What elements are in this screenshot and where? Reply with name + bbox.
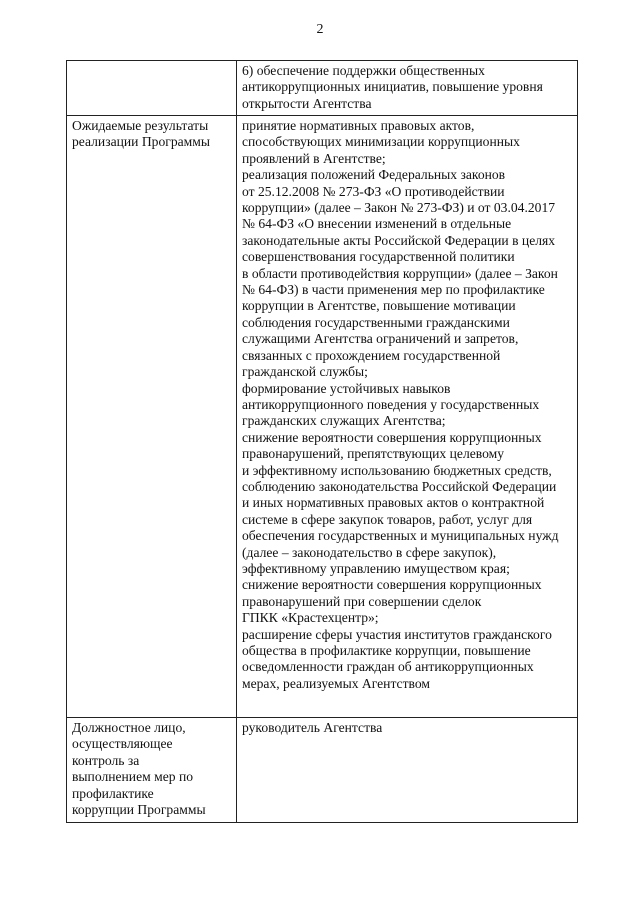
content-line: ГПКК «Крастехцентр»; [242,610,379,626]
table-row [67,718,578,823]
content-line: реализация положений Федеральных законов [242,167,506,183]
content-line: соблюдения государственными гражданскими [242,314,510,330]
row-content-cell [237,61,578,116]
content-line: системе в сфере закупок товаров, работ, услуг для [242,511,533,527]
content-line: гражданской службы; [242,364,368,380]
row-label-cell [67,61,237,116]
content-line: правонарушений при совершении сделок [242,593,482,609]
content-line: гражданских служащих Агентства; [242,413,446,429]
content-line: общества в профилактике коррупции, повышение [242,643,531,658]
row-content-cell [237,718,578,823]
content-line: № 64-ФЗ) в части применения мер по профилактике [242,282,545,298]
content-line: принятие нормативных правовых актов, [242,118,475,133]
content-line: открытости Агентства [242,95,372,111]
content-line: осведомленности граждан об антикоррупционных [242,659,534,675]
label-line: выполнением мер по [72,769,194,785]
content-line: совершенствования государственной политики [242,249,515,265]
page-number: 2 [316,22,324,37]
label-line: контроль за [72,752,140,768]
content-line: антикоррупционного поведения у государственных [242,396,540,412]
content-line: в области противодействия коррупции» (далее – Закон [242,265,558,281]
content-line: правонарушений, препятствующих целевому [242,446,505,462]
content-line: связанных с прохождением государственной [242,347,501,363]
program-passport-table [66,60,578,823]
content-line: служащими Агентства ограничений и запретов, [242,331,519,347]
content-line: и иных нормативных правовых актов о контрактной [242,495,545,511]
label-line: Ожидаемые результаты [72,118,209,133]
content-line: соблюдению законодательства Российской Федерации [242,478,557,494]
content-line: обеспечения государственных и муниципальных нужд [242,528,559,544]
label-line: реализации Программы [72,134,210,150]
content-line: законодательные акты Российской Федерации в целях [242,232,556,248]
content-line: коррупции в Агентстве, повышение мотивации [242,298,516,314]
table-row [67,61,578,116]
content-line: коррупции» (далее – Закон № 273-ФЗ) и от 03.04.2017 [242,200,556,216]
content-line: способствующих минимизации коррупционных [242,134,520,150]
row-content-cell [237,116,578,718]
content-line: мерах, реализуемых Агентством [242,675,431,691]
label-line: профилактике [72,785,154,801]
content-line: снижение вероятности совершения коррупционных [242,577,542,593]
content-line: и эффективному использованию бюджетных средств, [242,462,552,478]
row-label-cell [67,718,237,823]
content-line: снижение вероятности совершения коррупционных [242,429,542,445]
content-line: эффективному управлению имуществом края; [242,560,510,576]
label-line: Должностное лицо, [72,720,186,735]
content-line: формирование устойчивых навыков [242,380,451,396]
content-line: расширение сферы участия институтов гражданского [242,626,552,642]
content-line: 6) обеспечение поддержки общественных [242,63,485,78]
label-line: осуществляющее [72,736,173,752]
table-row [67,116,578,718]
label-line: коррупции Программы [72,802,206,818]
content-line: от 25.12.2008 № 273-ФЗ «О противодействии [242,183,505,199]
content-line: № 64-ФЗ «О внесении изменений в отдельные [242,216,512,232]
content-line: (далее – законодательство в сфере закупок), [242,544,497,560]
content-line: проявлений в Агентстве; [242,150,386,166]
row-label-cell [67,116,237,718]
content-line: руководитель Агентства [242,720,383,735]
content-line: антикоррупционных инициатив, повышение уровня [242,79,543,95]
